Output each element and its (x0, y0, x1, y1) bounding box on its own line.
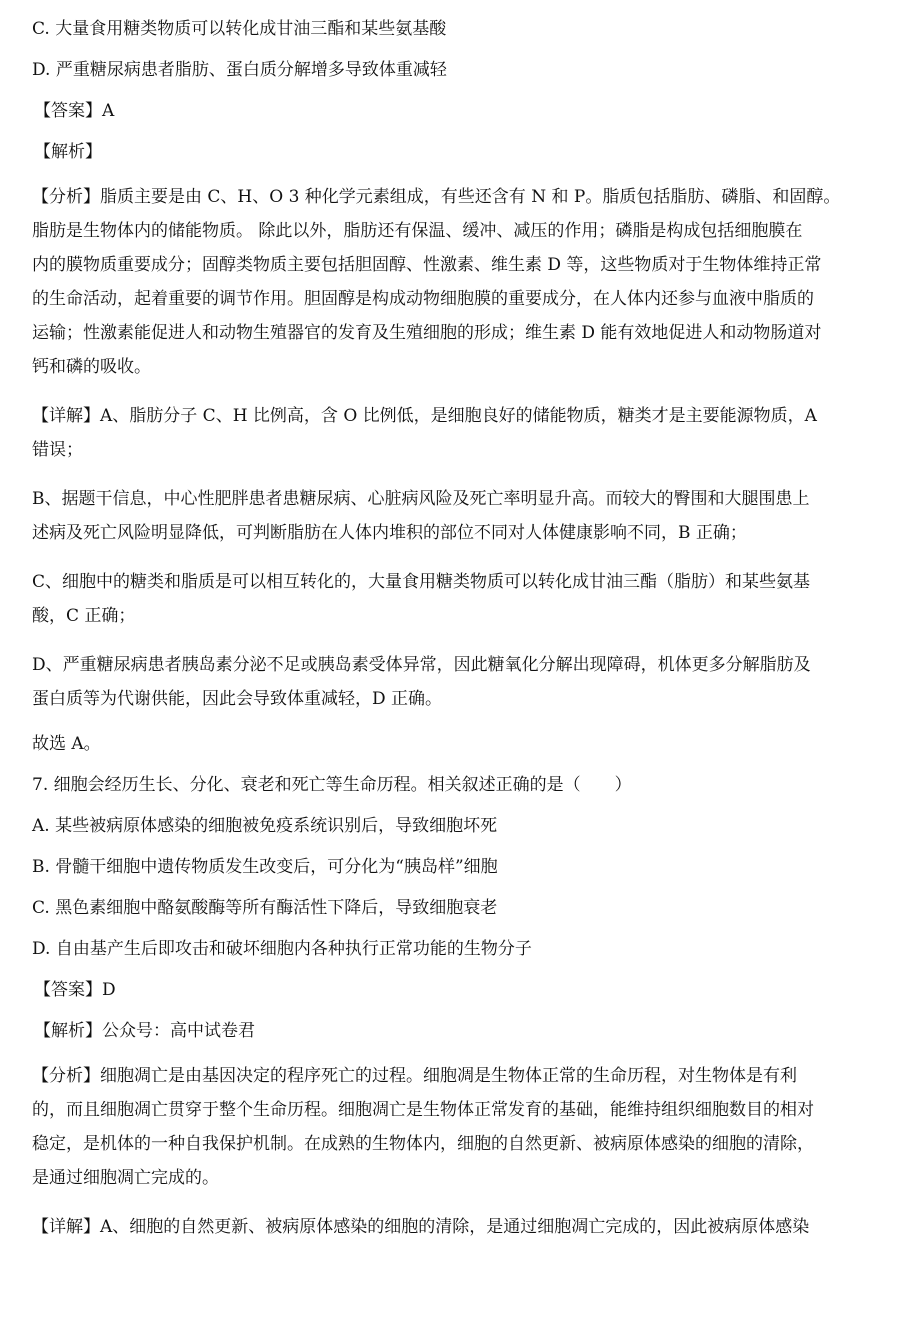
q7-option-c: C. 黑色素细胞中酪氨酸酶等所有酶活性下降后，导致细胞衰老 (32, 898, 498, 918)
q7-option-d: D. 自由基产生后即攻击和破坏细胞内各种执行正常功能的生物分子 (32, 939, 532, 959)
text-line: B、据题干信息，中心性肥胖患者患糖尿病、心脏病风险及死亡率明显升高。而较大的臀围和大腿围患上 (32, 489, 810, 509)
text-line: 【分析】脂质主要是由 C、H、O 3 种化学元素组成，有些还含有 N 和 P。脂质包括脂肪、磷脂、和固醇。 (32, 187, 841, 207)
q7-analysis-heading: 【解析】公众号：高中试卷君 (34, 1021, 255, 1041)
text-line: 错误； (32, 440, 83, 460)
q6-xiangjie-a (32, 399, 878, 467)
text-line: 【分析】细胞凋亡是由基因决定的程序死亡的过程。细胞凋是生物体正常的生命历程，对生物体是有利 (32, 1066, 797, 1086)
text-line: 蛋白质等为代谢供能，因此会导致体重减轻，D 正确。 (32, 689, 443, 709)
q7-stem: 7. 细胞会经历生长、分化、衰老和死亡等生命历程。相关叙述正确的是（ ） (32, 775, 632, 795)
q7-option-a: A. 某些被病原体感染的细胞被免疫系统识别后，导致细胞坏死 (32, 816, 498, 836)
q6-xiangjie-c (32, 565, 878, 633)
q6-option-d: D. 严重糖尿病患者脂肪、蛋白质分解增多导致体重减轻 (32, 60, 447, 80)
q6-xiangjie-d (32, 648, 878, 716)
text-line: 脂肪是生物体内的储能物质。 除此以外，脂肪还有保温、缓冲、减压的作用；磷脂是构成包括细胞膜在 (32, 221, 803, 241)
text-line: 钙和磷的吸收。 (32, 357, 151, 377)
q6-conclusion: 故选 A。 (32, 734, 101, 754)
text-line: 【详解】A、脂肪分子 C、H 比例高，含 O 比例低，是细胞良好的储能物质，糖类才是主要能源物质，A (32, 406, 817, 426)
text-line: 稳定，是机体的一种自我保护机制。在成熟的生物体内，细胞的自然更新、被病原体感染的细胞的清除， (32, 1134, 814, 1154)
text-line: D、严重糖尿病患者胰岛素分泌不足或胰岛素受体异常，因此糖氧化分解出现障碍，机体更多分解脂肪及 (32, 655, 811, 675)
text-line: 【详解】A、细胞的自然更新、被病原体感染的细胞的清除，是通过细胞凋亡完成的，因此被病原体感染 (32, 1217, 810, 1237)
q6-xiangjie-b (32, 482, 878, 550)
text-line: 是通过细胞凋亡完成的。 (32, 1168, 219, 1188)
text-line: 运输；性激素能促进人和动物生殖器官的发育及生殖细胞的形成；维生素 D 能有效地促进人和动物肠道对 (32, 323, 822, 343)
text-line: 的，而且细胞凋亡贯穿于整个生命历程。细胞凋亡是生物体正常发育的基础，能维持组织细胞数目的相对 (32, 1100, 814, 1120)
q7-answer: 【答案】D (34, 980, 116, 1000)
text-line: 内的膜物质重要成分；固醇类物质主要包括胆固醇、性激素、维生素 D 等，这些物质对于生物体维持正常 (32, 255, 822, 275)
text-line: 述病及死亡风险明显降低，可判断脂肪在人体内堆积的部位不同对人体健康影响不同，B 正确； (32, 523, 747, 543)
text-line: 的生命活动，起着重要的调节作用。胆固醇是构成动物细胞膜的重要成分，在人体内还参与血液中脂质的 (32, 289, 814, 309)
q6-answer: 【答案】A (34, 101, 115, 121)
q7-option-b: B. 骨髓干细胞中遗传物质发生改变后，可分化为“胰岛样”细胞 (32, 857, 498, 877)
q7-fenxi-paragraph (32, 1059, 878, 1195)
text-line: C、细胞中的糖类和脂质是可以相互转化的，大量食用糖类物质可以转化成甘油三酯（脂肪）和某些氨基 (32, 572, 811, 592)
q6-option-c: C. 大量食用糖类物质可以转化成甘油三酯和某些氨基酸 (32, 19, 447, 39)
document-page (32, 16, 878, 1259)
q7-xiangjie (32, 1210, 878, 1244)
text-line: 酸，C 正确； (32, 606, 136, 626)
q6-fenxi-paragraph (32, 180, 878, 384)
q6-analysis-heading: 【解析】 (34, 142, 102, 162)
